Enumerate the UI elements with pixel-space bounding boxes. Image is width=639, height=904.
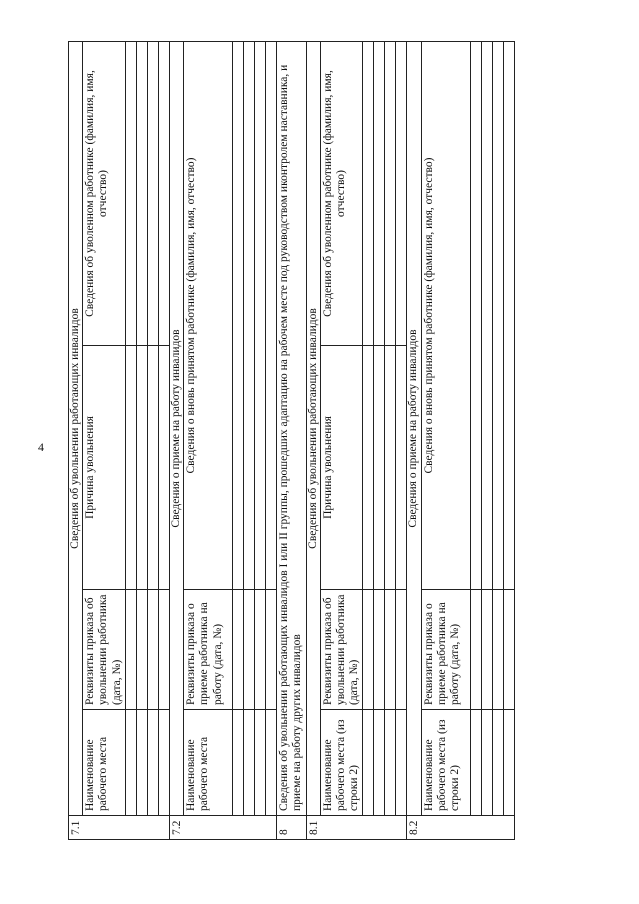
table-row bbox=[266, 42, 277, 840]
table-row bbox=[158, 42, 169, 840]
section-number-8-1: 8.1 bbox=[306, 816, 407, 840]
section-title-8: Сведения об увольнении работающих инвалидов I или II группы, прошедших адаптацию на рабочем месте под руководством иконтролем наставника, и приеме на работу других инвалидов bbox=[277, 42, 306, 816]
table-row bbox=[136, 42, 147, 840]
header-workplace: Наименование рабочего места (из строки 2) bbox=[421, 710, 470, 816]
page-number: 4 bbox=[38, 440, 44, 454]
header-dismissed-employee: Сведения об уволенном работнике (фамилия, имя, отчество) bbox=[83, 42, 126, 346]
header-dismissal-reason: Причина увольнения bbox=[320, 346, 363, 590]
table-row bbox=[492, 42, 503, 840]
section-number-7-2: 7.2 bbox=[169, 816, 276, 840]
table-row bbox=[385, 42, 396, 840]
table-row bbox=[244, 42, 255, 840]
section-title-8-1: Сведения об увольнении работающих инвалидов bbox=[306, 42, 320, 816]
header-hiring-order: Реквизиты приказа о приеме работника на работу (дата, №) bbox=[421, 590, 470, 710]
section-title-7-1: Сведения об увольнении работающих инвалидов bbox=[69, 42, 83, 816]
header-dismissal-order: Реквизиты приказа об увольнении работника (дата, №) bbox=[320, 590, 363, 710]
header-workplace: Наименование рабочего места bbox=[184, 710, 233, 816]
section-number-8-2: 8.2 bbox=[407, 816, 514, 840]
table-row bbox=[481, 42, 492, 840]
section-title-7-2: Сведения о приеме на работу инвалидов bbox=[169, 42, 183, 816]
section-number-8: 8 bbox=[277, 816, 306, 840]
section-number-7-1: 7.1 bbox=[69, 816, 170, 840]
table-row bbox=[363, 42, 374, 840]
section-title-8-2: Сведения о приеме на работу инвалидов bbox=[407, 42, 421, 816]
header-hired-employee: Сведения о вновь принятом работнике (фамилия, имя, отчество) bbox=[421, 42, 470, 590]
table-row bbox=[147, 42, 158, 840]
header-dismissed-employee: Сведения об уволенном работнике (фамилия, имя, отчество) bbox=[320, 42, 363, 346]
header-dismissal-order: Реквизиты приказа об увольнении работника (дата, №) bbox=[83, 590, 126, 710]
header-hired-employee: Сведения о вновь принятом работнике (фамилия, имя, отчество) bbox=[184, 42, 233, 590]
table-row bbox=[470, 42, 481, 840]
header-workplace: Наименование рабочего места (из строки 2) bbox=[320, 710, 363, 816]
header-workplace: Наименование рабочего места bbox=[83, 710, 126, 816]
table-row bbox=[233, 42, 244, 840]
table-row bbox=[503, 42, 514, 840]
report-form-table bbox=[68, 42, 555, 840]
header-dismissal-reason: Причина увольнения bbox=[83, 346, 126, 590]
table-row bbox=[125, 42, 136, 840]
table-row bbox=[396, 42, 407, 840]
header-hiring-order: Реквизиты приказа о приеме работника на работу (дата, №) bbox=[184, 590, 233, 710]
table-row bbox=[374, 42, 385, 840]
table-row bbox=[255, 42, 266, 840]
